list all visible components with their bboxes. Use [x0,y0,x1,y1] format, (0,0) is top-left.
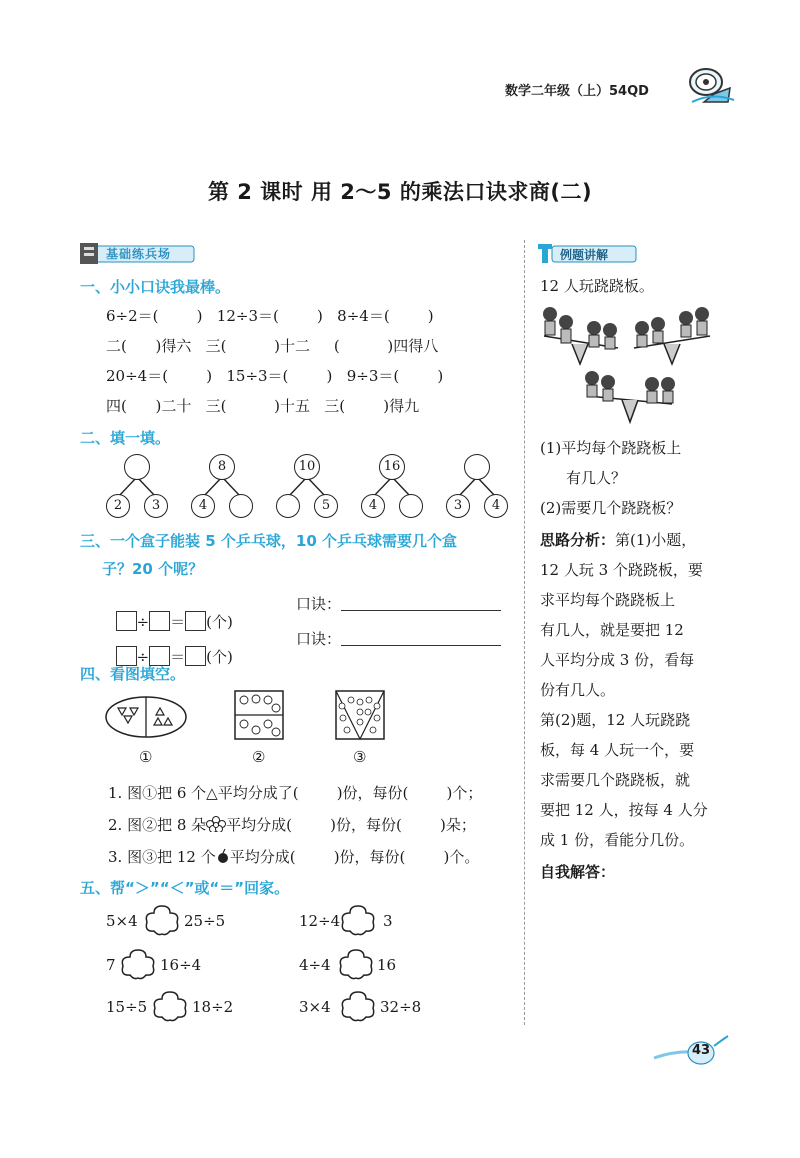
compare-blank-flower-icon[interactable] [338,990,378,1022]
figure-label-1: ① [139,748,153,766]
figure-label-2: ② [252,748,266,766]
compare-1-b: 25÷5 [184,912,226,930]
section-2-title: 二、填一填。 [80,429,171,447]
tree-4-top[interactable]: 16 [379,454,405,480]
compare-3-a: 7 [106,956,116,974]
compare-blank-flower-icon[interactable] [142,904,182,936]
compare-1-a: 5×4 [106,912,138,930]
figure-2-flowers [234,690,284,740]
kou-blank[interactable] [341,631,501,646]
example-q2: (2)需要几个跷跷板？ [540,499,682,517]
tree-2-top[interactable]: 8 [209,454,235,480]
section-badge-practice [80,243,198,264]
analysis-line-6: 份有几人。 [540,681,616,699]
compare-3-b: 16÷4 [160,956,202,974]
analysis-line-1: 思路分析：第(1)小题， [540,531,697,549]
lesson-title: 第 2 课时 用 2～5 的乘法口诀求商(二) [207,180,593,204]
analysis-line-4: 有几人，就是要把 12 [540,621,684,639]
sec3-kou-1: 口诀： [296,593,501,614]
tree-4-right[interactable] [399,494,423,518]
tree-2-left[interactable]: 4 [191,494,215,518]
tree-2-right[interactable] [229,494,253,518]
compare-blank-flower-icon[interactable] [336,948,376,980]
flower-icon [206,816,226,832]
tree-3-top[interactable]: 10 [294,454,320,480]
analysis-line-11: 成 1 份，看能分几份。 [540,831,695,849]
analysis-line-5: 人平均分成 3 份，看每 [540,651,695,669]
tree-3-right[interactable]: 5 [314,494,338,518]
example-intro: 12 人玩跷跷板。 [540,277,654,295]
example-q1-line2: 有几人？ [566,469,627,487]
section-1-title: 一、小小口诀我最棒。 [80,278,231,296]
compare-2-b: 3 [383,912,393,930]
self-answer-label: 自我解答： [540,863,616,881]
section-3-title-line1: 三、一个盒子能装 5 个乒乓球，10 个乒乓球需要几个盒 [80,532,457,550]
tree-5-right[interactable]: 4 [484,494,508,518]
section-4-title: 四、看图填空。 [80,665,186,683]
analysis-line-10: 要把 12 人，按每 4 人分 [540,801,708,819]
seesaw-illustration [540,300,720,430]
tree-1-left[interactable]: 2 [106,494,130,518]
tree-4-left[interactable]: 4 [361,494,385,518]
kou-blank[interactable] [341,596,501,611]
mascot-icon [684,62,736,106]
example-q1-line1: (1)平均每个跷跷板上 [540,439,682,457]
compare-blank-flower-icon[interactable] [338,904,378,936]
sec1-row-2: 二( )得六 三( )十二 ( )四得八 [106,337,439,355]
section-3-title-line2: 子？20 个呢？ [102,560,204,578]
analysis-line-9: 求需要几个跷跷板，就 [540,771,691,789]
sec3-equation-2: ÷ ＝ (个) [106,628,233,667]
compare-4-b: 16 [377,956,397,974]
tree-3-left[interactable] [276,494,300,518]
sec4-question-2: 2. 图②把 8 朵 平均分成( )份，每份( )朵； [108,816,476,834]
tree-1-top[interactable] [124,454,150,480]
compare-5-b: 18÷2 [192,998,234,1016]
compare-blank-flower-icon[interactable] [150,990,190,1022]
number-trees [100,452,510,522]
tree-5-top[interactable] [464,454,490,480]
sec3-kou-2: 口诀： [296,628,501,649]
sec4-question-3: 3. 图③把 12 个 平均分成( )份，每份( )个。 [108,848,480,866]
analysis-line-3: 求平均每个跷跷板上 [540,591,676,609]
section-5-title: 五、帮“＞”“＜”或“＝”回家。 [80,879,290,897]
apple-icon [216,848,230,864]
compare-6-b: 32÷8 [380,998,422,1016]
analysis-label: 思路分析： [540,531,616,549]
tree-5-left[interactable]: 3 [446,494,470,518]
section-badge-example [538,243,638,264]
analysis-line-8: 板，每 4 人玩一个，要 [540,741,695,759]
compare-5-a: 15÷5 [106,998,148,1016]
analysis-line-2: 12 人玩 3 个跷跷板，要 [540,561,703,579]
sec1-row-3: 20÷4＝( ) 15÷3＝( ) 9÷3＝( ) [106,367,444,385]
answer-box[interactable] [185,646,206,666]
compare-2-a: 12÷4 [299,912,341,930]
sec1-row-1: 6÷2＝( ) 12÷3＝( ) 8÷4＝( ) [106,307,434,325]
column-divider [524,240,525,1025]
example-badge-label: 例题讲解 [560,248,609,262]
course-header: 数学二年级（上）54QD [505,84,649,99]
compare-4-a: 4÷4 [299,956,331,974]
figure-3-apples [335,690,385,740]
compare-blank-flower-icon[interactable] [118,948,158,980]
sec3-equation-1: ÷ ＝ (个) [106,593,233,632]
compare-6-a: 3×4 [299,998,331,1016]
page-number: 43 [691,1043,711,1058]
tree-1-right[interactable]: 3 [144,494,168,518]
analysis-line-7: 第(2)题，12 人玩跷跷 [540,711,691,729]
figure-1-triangles [104,694,188,740]
figure-label-3: ③ [353,748,367,766]
sec1-row-4: 四( )二十 三( )十五 三( )得九 [106,397,420,415]
badge-label: 基础练兵场 [106,247,172,261]
sec4-question-1: 1. 图①把 6 个△平均分成了( )份，每份( )个； [108,784,483,802]
